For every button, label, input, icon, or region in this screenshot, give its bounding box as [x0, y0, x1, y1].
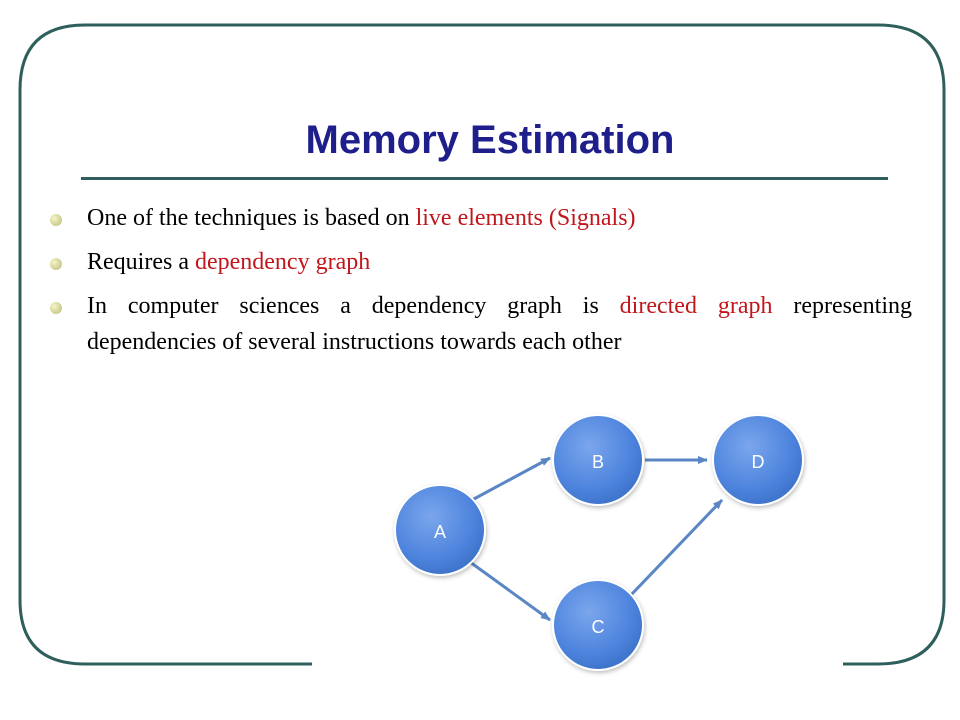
node-label: A [433, 521, 447, 542]
bullet-highlight: directed graph [619, 293, 773, 319]
slide-title: Memory Estimation [305, 118, 675, 162]
bullet-text: Requires a [87, 249, 195, 275]
graph-node-d [713, 415, 803, 505]
bullet-text: representing dependencies of several instructions towards each other [87, 293, 912, 355]
graph-node-b [553, 415, 643, 505]
edge-a-c [470, 562, 550, 620]
graph-node-c [553, 580, 643, 670]
graph-node-a [395, 485, 485, 575]
node-label: C [591, 616, 605, 637]
bullet-text: In computer sciences a dependency graph is [87, 293, 620, 319]
bullet-highlight: dependency graph [194, 249, 371, 275]
bullet-highlight: live elements (Signals) [415, 205, 636, 231]
edge-c-d [630, 500, 722, 596]
node-label: B [591, 451, 605, 472]
bullet-text: One of the techniques is based on [87, 205, 416, 231]
edge-a-b [472, 458, 550, 500]
node-label: D [751, 451, 765, 472]
